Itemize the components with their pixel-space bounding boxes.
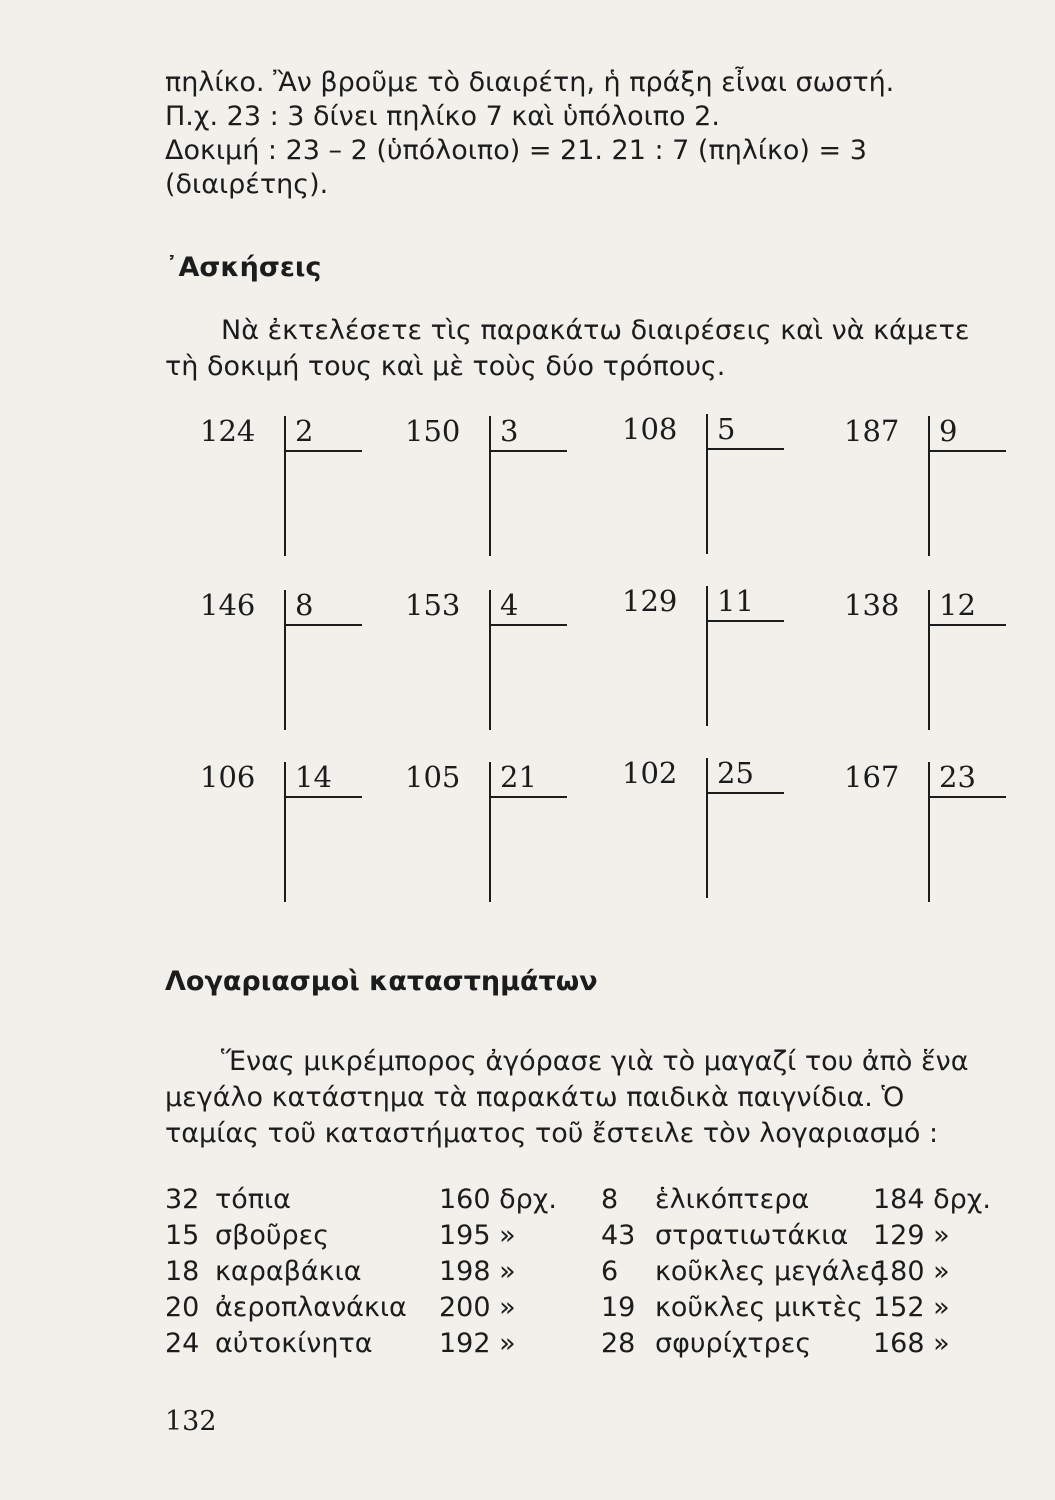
division-horizontal-line	[489, 624, 567, 626]
bill-row	[165, 1290, 995, 1326]
quantity: 24	[165, 1328, 200, 1359]
quantity: 18	[165, 1256, 200, 1287]
dividend: 146	[200, 588, 256, 622]
intro-line: Π.χ. 23 : 3 δίνει πηλίκο 7 καὶ ὑπόλοιπο 2.	[165, 101, 720, 132]
dividend: 153	[405, 588, 461, 622]
quantity: 8	[601, 1184, 619, 1215]
dividend: 102	[622, 756, 678, 790]
quantity: 19	[601, 1292, 636, 1323]
divisor: 2	[295, 414, 314, 448]
division-horizontal-line	[928, 450, 1006, 452]
division-problem	[405, 588, 605, 738]
division-horizontal-line	[489, 450, 567, 452]
dividend: 105	[405, 760, 461, 794]
intro-line: (διαιρέτης).	[165, 169, 329, 200]
division-vertical-line	[489, 590, 491, 730]
divisor: 5	[717, 412, 736, 446]
price: 180 »	[873, 1256, 950, 1287]
divisor: 3	[500, 414, 519, 448]
division-horizontal-line	[706, 448, 784, 450]
quantity: 28	[601, 1328, 636, 1359]
division-vertical-line	[489, 762, 491, 902]
division-vertical-line	[284, 416, 286, 556]
division-problem	[844, 414, 1044, 564]
intro-line: πηλίκο. Ἂν βροῦμε τὸ διαιρέτη, ἡ πράξη εἶναι σωστή.	[165, 67, 895, 98]
quantity: 20	[165, 1292, 200, 1323]
price: 195 »	[439, 1220, 516, 1251]
division-vertical-line	[706, 758, 708, 898]
bill-row	[165, 1182, 995, 1218]
division-vertical-line	[706, 414, 708, 554]
quantity: 32	[165, 1184, 200, 1215]
division-horizontal-line	[284, 796, 362, 798]
item-name: σβοῦρες	[215, 1220, 330, 1251]
division-vertical-line	[928, 590, 930, 730]
bill-row	[165, 1254, 995, 1290]
price: 160 δρχ.	[439, 1184, 557, 1215]
division-horizontal-line	[706, 792, 784, 794]
division-problem	[405, 760, 605, 910]
page-number: 132	[165, 1406, 217, 1437]
store-accounts-paragraph	[165, 1044, 1025, 1152]
division-problem	[200, 588, 400, 738]
exercises-heading: ᾿Ασκήσεις	[165, 252, 322, 283]
quantity: 15	[165, 1220, 200, 1251]
intro-line: Δοκιμή : 23 – 2 (ὑπόλοιπο) = 21. 21 : 7 (πηλίκο) = 3	[165, 135, 867, 166]
bill-row	[165, 1218, 995, 1254]
divisor: 14	[295, 760, 332, 794]
divisor: 25	[717, 756, 754, 790]
division-problem	[622, 584, 822, 734]
divisor: 12	[939, 588, 976, 622]
item-name: κοῦκλες μικτὲς	[655, 1292, 863, 1323]
paragraph-line: ταμίας τοῦ καταστήματος τοῦ ἔστειλε τὸν λογαριασμό :	[165, 1118, 939, 1149]
store-accounts-heading: Λογαριασμοὶ καταστημάτων	[165, 966, 598, 997]
dividend: 108	[622, 412, 678, 446]
division-problem	[844, 760, 1044, 910]
dividend: 138	[844, 588, 900, 622]
instruction-line: τὴ δοκιμή τους καὶ μὲ τοὺς δύο τρόπους.	[165, 351, 726, 382]
item-name: αὐτοκίνητα	[215, 1328, 373, 1359]
dividend: 124	[200, 414, 256, 448]
item-name: ἀεροπλανάκια	[215, 1292, 407, 1323]
item-name: σφυρίχτρες	[655, 1328, 812, 1359]
division-problem	[405, 414, 605, 564]
division-vertical-line	[284, 590, 286, 730]
divisor: 4	[500, 588, 519, 622]
division-horizontal-line	[284, 450, 362, 452]
price: 198 »	[439, 1256, 516, 1287]
division-vertical-line	[928, 416, 930, 556]
divisor: 9	[939, 414, 958, 448]
paragraph-line: μεγάλο κατάστημα τὰ παρακάτω παιδικὰ παιγνίδια. Ὁ	[165, 1082, 905, 1113]
division-horizontal-line	[284, 624, 362, 626]
dividend: 129	[622, 584, 678, 618]
divisor: 23	[939, 760, 976, 794]
item-name: κοῦκλες μεγάλες	[655, 1256, 886, 1287]
division-vertical-line	[489, 416, 491, 556]
division-problem	[844, 588, 1044, 738]
division-vertical-line	[706, 586, 708, 726]
item-name: τόπια	[215, 1184, 291, 1215]
division-horizontal-line	[928, 796, 1006, 798]
divisor: 8	[295, 588, 314, 622]
divisor: 11	[717, 584, 754, 618]
bill-row	[165, 1326, 995, 1362]
price: 152 »	[873, 1292, 950, 1323]
division-horizontal-line	[928, 624, 1006, 626]
exercises-instructions	[165, 313, 1005, 385]
division-vertical-line	[284, 762, 286, 902]
item-name: στρατιωτάκια	[655, 1220, 849, 1251]
quantity: 43	[601, 1220, 636, 1251]
division-horizontal-line	[706, 620, 784, 622]
division-problem	[200, 760, 400, 910]
dividend: 150	[405, 414, 461, 448]
bill-list	[165, 1182, 995, 1362]
dividend: 187	[844, 414, 900, 448]
price: 129 »	[873, 1220, 950, 1251]
division-vertical-line	[928, 762, 930, 902]
quantity: 6	[601, 1256, 619, 1287]
paragraph-line: Ἕνας μικρέμπορος ἀγόρασε γιὰ τὸ μαγαζί του ἀπὸ ἕνα	[221, 1046, 969, 1077]
division-horizontal-line	[489, 796, 567, 798]
division-problem	[200, 414, 400, 564]
dividend: 106	[200, 760, 256, 794]
divisor: 21	[500, 760, 537, 794]
item-name: καραβάκια	[215, 1256, 362, 1287]
intro-text	[165, 66, 894, 202]
division-problem	[622, 412, 822, 562]
price: 192 »	[439, 1328, 516, 1359]
price: 168 »	[873, 1328, 950, 1359]
price: 184 δρχ.	[873, 1184, 991, 1215]
price: 200 »	[439, 1292, 516, 1323]
dividend: 167	[844, 760, 900, 794]
division-problem	[622, 756, 822, 906]
item-name: ἑλικόπτερα	[655, 1184, 810, 1215]
instruction-line: Νὰ ἐκτελέσετε τὶς παρακάτω διαιρέσεις καὶ νὰ κάμετε	[221, 315, 970, 346]
